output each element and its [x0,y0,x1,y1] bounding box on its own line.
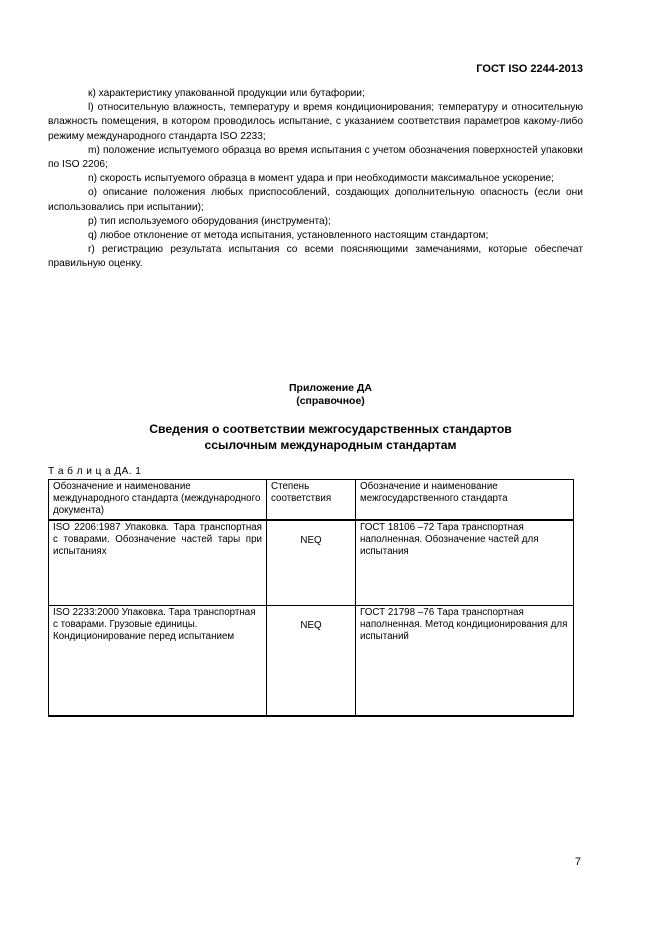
section-title-line-2: ссылочным международным стандартам [204,438,457,452]
cell-interstate-standard: ГОСТ 21798 –76 Тара транспортная наполненная. Метод кондиционирования для испытаний [356,605,574,716]
list-item: p) тип используемого оборудования (инструмента); [88,215,331,227]
appendix-title: Приложение ДА [289,382,372,394]
table-caption: Т а б л и ц а ДА. 1 [48,466,142,477]
table-row [49,520,574,606]
list-item: l) относительную влажность, температуру и время кондиционирования; температуру и относительную влажность помещения, в котором проводилось испытание, с указанием соответствия параметров какому-либо режиму международного стандарта ISO 2233; [48,102,583,142]
table-header-row [49,480,574,520]
requirements-list [48,87,583,272]
document-code-header: ГОСТ ISO 2244-2013 [476,63,583,75]
cell-international-standard: ISO 2206:1987 Упаковка. Тара транспортная с товарами. Обозначение частей тары при испытаниях [49,520,267,606]
section-title [0,421,661,453]
header-degree: Степень соответствия [267,480,356,520]
appendix-heading [0,382,661,408]
list-item: к) характеристику упакованной продукции или бутафории; [88,88,365,99]
cell-degree: NEQ [267,520,356,606]
cell-degree: NEQ [267,605,356,716]
header-international-standard: Обозначение и наименование международного стандарта (международного документа) [49,480,267,520]
cell-interstate-standard: ГОСТ 18106 –72 Тара транспортная наполненная. Обозначение частей для испытания [356,520,574,606]
list-item: m) положение испытуемого образца во время испытания с учетом обозначения поверхностей упаковки по ISO 2206; [48,144,583,171]
list-item: r) регистрацию результата испытания со всеми поясняющими замечаниями, которые обеспечат правильную оценку. [48,244,583,270]
page-number: 7 [574,856,581,868]
list-item: n) скорость испытуемого образца в момент удара и при необходимости максимальное ускорение; [88,173,554,185]
cell-international-standard: ISO 2233:2000 Упаковка. Тара транспортная с товарами. Грузовые единицы. Кондиционирование перед испытанием [49,605,267,716]
table-row [49,605,574,716]
header-interstate-standard: Обозначение и наименование межгосударственного стандарта [356,480,574,520]
correspondence-table [48,479,574,717]
list-item: q) любое отклонение от метода испытания, установленного настоящим стандартом; [88,230,489,242]
list-item: о) описание положения любых приспособлений, создающих дополнительную опасность (если они использовались при испытании); [48,187,583,213]
appendix-subtitle: (справочное) [296,395,365,407]
section-title-line-1: Сведения о соответствии межгосударственных стандартов [149,422,512,436]
